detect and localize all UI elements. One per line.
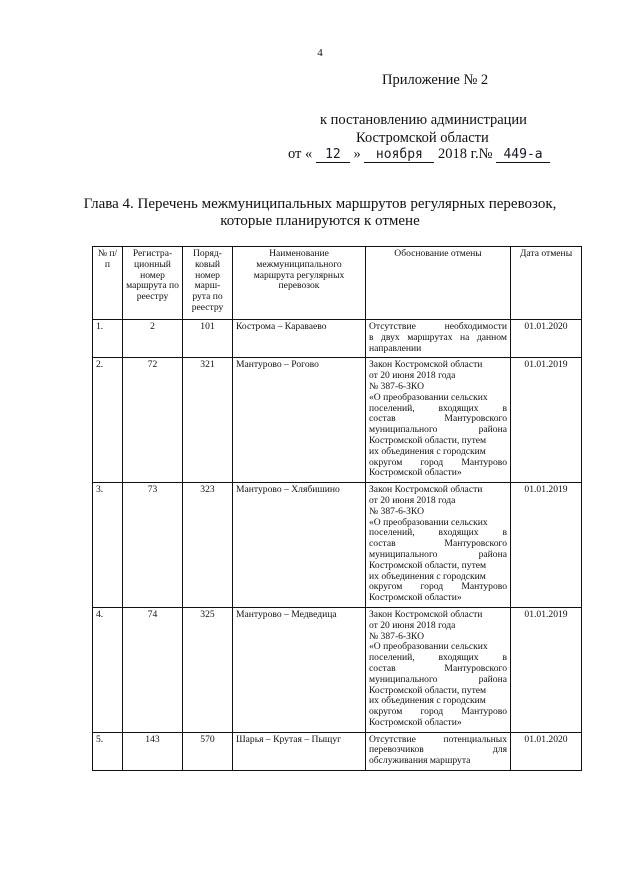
reason-line: Отсутствие необходимости (369, 321, 507, 332)
ordinal-number-cell: 325 (183, 607, 233, 732)
reason-line: состав Мантуровского (369, 413, 507, 425)
table-row (93, 732, 582, 770)
reason-line: в двух маршрутах на данном (369, 331, 507, 343)
header-route-name: Наименование межмуниципального маршрута регулярных перевозок (233, 247, 366, 320)
reason-line: поселений, входящих в (369, 527, 507, 539)
table-row (93, 483, 582, 608)
route-name-cell: Шарья – Крутая – Пыщуг (233, 732, 366, 770)
row-number-cell: 3. (93, 483, 123, 608)
table-row (93, 320, 582, 358)
reason-line: поселений, входящих в (369, 402, 507, 414)
registration-number-cell: 143 (123, 732, 183, 770)
reason-line: муниципального района (369, 424, 507, 436)
ordinal-number-cell: 570 (183, 732, 233, 770)
reason-line: Костромской области» (369, 467, 462, 479)
date-month-handwritten: ноября (364, 147, 434, 163)
reason-line: Костромской области, путем (369, 684, 487, 696)
reason-line: округом город Мантурово (369, 456, 507, 468)
reason-line: № 387-6-ЗКО (369, 505, 425, 517)
row-number-cell: 1. (93, 320, 123, 358)
cancellation-date-cell: 01.01.2019 (511, 607, 582, 732)
reason-line: Закон Костромской области (369, 484, 483, 496)
reason-line: от 20 июня 2018 года (369, 494, 456, 506)
reason-line: Отсутствие потенциальных (369, 733, 507, 745)
cancellation-date-cell: 01.01.2019 (511, 483, 582, 608)
reason-line: «О преобразовании сельских (369, 391, 488, 403)
reason-line: муниципального района (369, 548, 507, 560)
page-number: 4 (317, 47, 323, 59)
header-cancellation-reason: Обоснование отмены (366, 247, 511, 320)
reason-line: округом город Мантурово (369, 581, 507, 593)
route-name-cell: Кострома – Караваево (233, 320, 366, 358)
reason-line: их объединения с городским (369, 695, 486, 707)
reason-line: поселений, входящих в (369, 652, 507, 664)
ordinal-number-cell: 323 (183, 483, 233, 608)
header-number: № п/п (93, 247, 123, 320)
registration-number-cell: 74 (123, 607, 183, 732)
table-row (93, 607, 582, 732)
cancellation-date-cell: 01.01.2020 (511, 732, 582, 770)
route-name-cell: Мантурово – Хлябишино (233, 483, 366, 608)
table-body (93, 320, 582, 771)
cancellation-date-cell: 01.01.2019 (511, 358, 582, 483)
reason-line: округом город Мантурово (369, 706, 507, 718)
reason-line: обслуживания маршрута (369, 755, 471, 767)
reason-line: «О преобразовании сельских (369, 516, 488, 528)
reason-line: Костромской области, путем (369, 559, 487, 571)
reason-line: № 387-6-ЗКО (369, 630, 425, 642)
reason-line: их объединения с городским (369, 445, 486, 457)
registration-number-cell: 2 (123, 320, 183, 358)
reason-line: направлении (369, 342, 422, 354)
table-header (93, 247, 582, 320)
reason-line: «О преобразовании сельских (369, 641, 488, 653)
header-cancellation-date: Дата отмены (511, 247, 582, 320)
row-number-cell: 4. (93, 607, 123, 732)
reason-line: от 20 июня 2018 года (369, 619, 456, 631)
cancellation-reason-cell (366, 483, 511, 608)
cancellation-reason-cell (366, 732, 511, 770)
registration-number-cell: 72 (123, 358, 183, 483)
routes-table (92, 246, 582, 771)
date-prefix: от « (288, 146, 313, 162)
chapter-title (0, 196, 640, 230)
reason-line: от 20 июня 2018 года (369, 370, 456, 382)
cancellation-date-cell: 01.01.2020 (511, 320, 582, 358)
date-year-text: 2018 г.№ (438, 146, 493, 162)
reason-line: Костромской области» (369, 716, 462, 728)
decree-date-line (288, 146, 550, 163)
cancellation-reason-cell (366, 607, 511, 732)
reason-line: их объединения с городским (369, 570, 486, 582)
row-number-cell: 5. (93, 732, 123, 770)
ordinal-number-cell: 321 (183, 358, 233, 483)
table-header-row (93, 247, 582, 320)
cancellation-reason-cell (366, 320, 511, 358)
header-ordinal-number: Поряд-ковый номер марш-рута по реестру (183, 247, 233, 320)
chapter-title-line1: Глава 4. Перечень межмуниципальных маршрутов регулярных перевозок, (83, 196, 557, 212)
decree-reference-line: к постановлению администрации (320, 112, 527, 128)
row-number-cell: 2. (93, 358, 123, 483)
reason-line: перевозчиков для (369, 744, 507, 756)
reason-line: Закон Костромской области (369, 359, 483, 371)
reason-line: Закон Костромской области (369, 608, 483, 620)
decree-number-handwritten: 449-а (496, 147, 550, 163)
route-name-cell: Мантурово – Рогово (233, 358, 366, 483)
reason-line: Костромской области, путем (369, 434, 487, 446)
date-day-handwritten: 12 (316, 147, 350, 163)
reason-line: состав Мантуровского (369, 538, 507, 550)
date-mid: » (353, 146, 361, 162)
reason-line: состав Мантуровского (369, 662, 507, 674)
chapter-title-line2: которые планируются к отмене (220, 213, 420, 229)
reason-line: № 387-6-ЗКО (369, 380, 425, 392)
registration-number-cell: 73 (123, 483, 183, 608)
table-row (93, 358, 582, 483)
cancellation-reason-cell (366, 358, 511, 483)
decree-authority-line: Костромской области (356, 130, 489, 146)
reason-line: Костромской области» (369, 592, 462, 604)
reason-line: муниципального района (369, 673, 507, 685)
route-name-cell: Мантурово – Медведица (233, 607, 366, 732)
ordinal-number-cell: 101 (183, 320, 233, 358)
header-registration-number: Регистра-ционный номер маршрута по реестру (123, 247, 183, 320)
appendix-title: Приложение № 2 (382, 72, 489, 88)
